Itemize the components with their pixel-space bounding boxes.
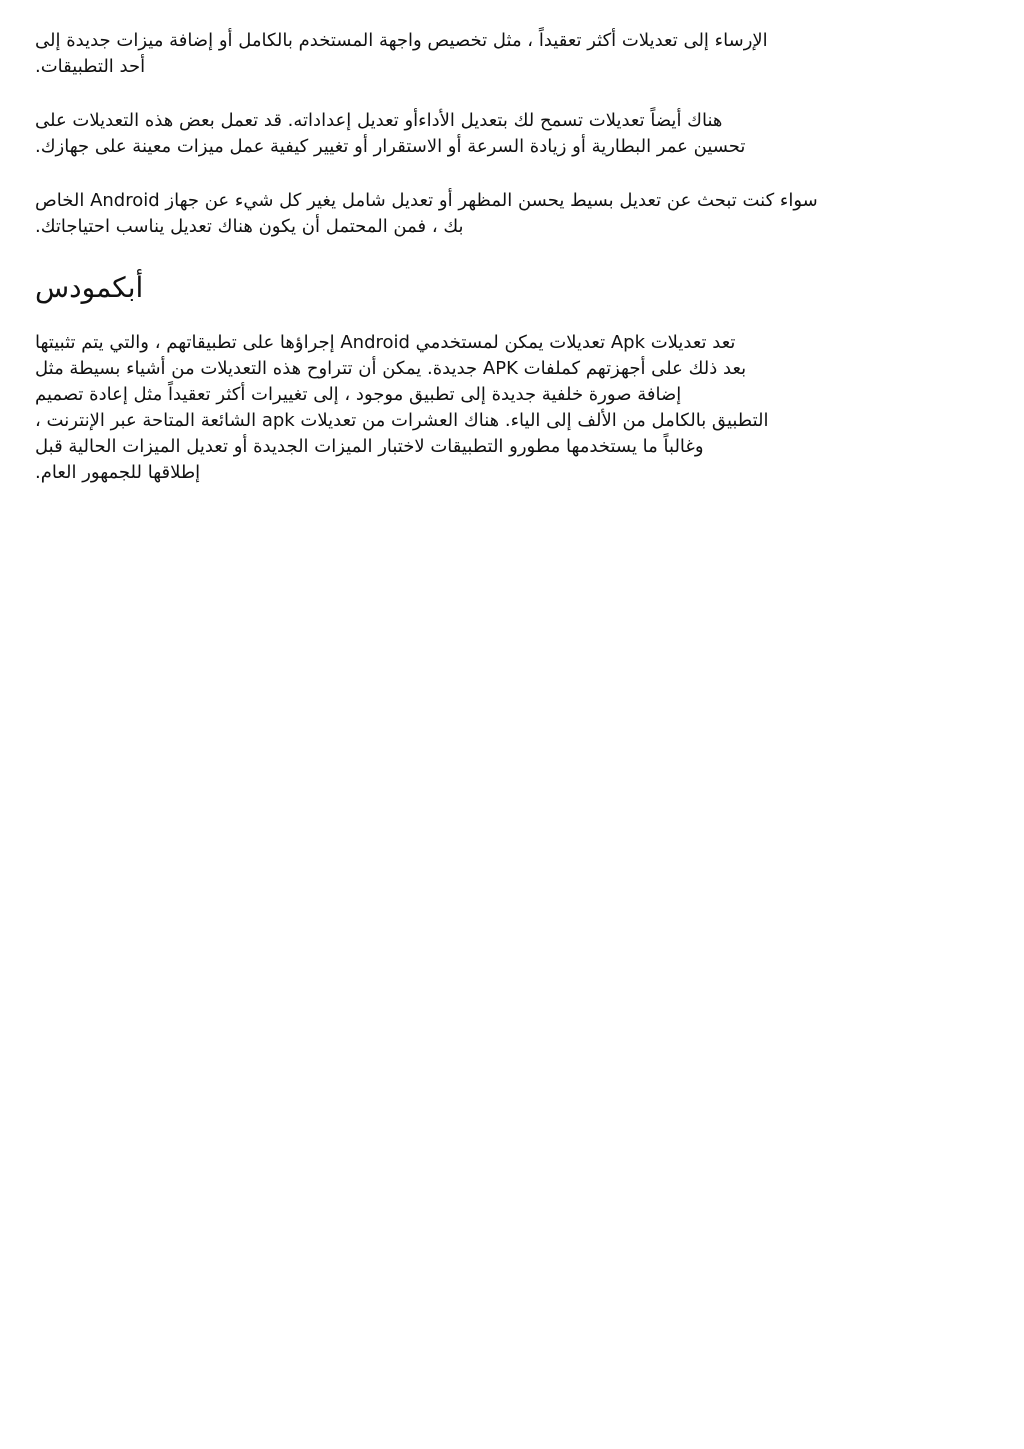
document-page xyxy=(35,28,990,514)
paragraph-apk-mods: تعد تعديلات Apk تعديلات يمكن لمستخدمي Android إجراؤها على تطبيقاتهم ، والتي يتم تثبيتها بعد ذلك على أجهزتهم كملفات APK جديدة. يمكن أن تتراوح هذه التعديلات من أشياء بسيطة مثل إضافة صورة خلفية جديدة إلى تطبيق موجود ، إلى تغييرات أكثر تعقيداً مثل إعادة تصميم التطبيق بالكامل من الألف إلى الياء. هناك العشرات من تعديلات apk الشائعة المتاحة عبر الإنترنت ، وغالباً ما يستخدمها مطورو التطبيقات لاختبار الميزات الجديدة أو تعديل الميزات الحالية قبل إطلاقها للجمهور العام. xyxy=(35,332,769,483)
paragraph-performance: هناك أيضاً تعديلات تسمح لك بتعديل الأداءأو تعديل إعداداته. قد تعمل بعض هذه التعديلات على تحسين عمر البطارية أو زيادة السرعة أو الاستقرار أو تغيير كيفية عمل ميزات معينة على جهازك. xyxy=(35,110,746,157)
paragraph-android: سواء كنت تبحث عن تعديل بسيط يحسن المظهر أو تعديل شامل يغير كل شيء عن جهاز Android الخاص بك ، فمن المحتمل أن يكون هناك تعديل يناسب احتياجاتك. xyxy=(35,190,818,237)
section-heading: أبكمودس xyxy=(35,271,144,304)
paragraph-intro: الإرساء إلى تعديلات أكثر تعقيداً ، مثل تخصيص واجهة المستخدم بالكامل أو إضافة ميزات جديدة إلى أحد التطبيقات. xyxy=(35,30,768,77)
